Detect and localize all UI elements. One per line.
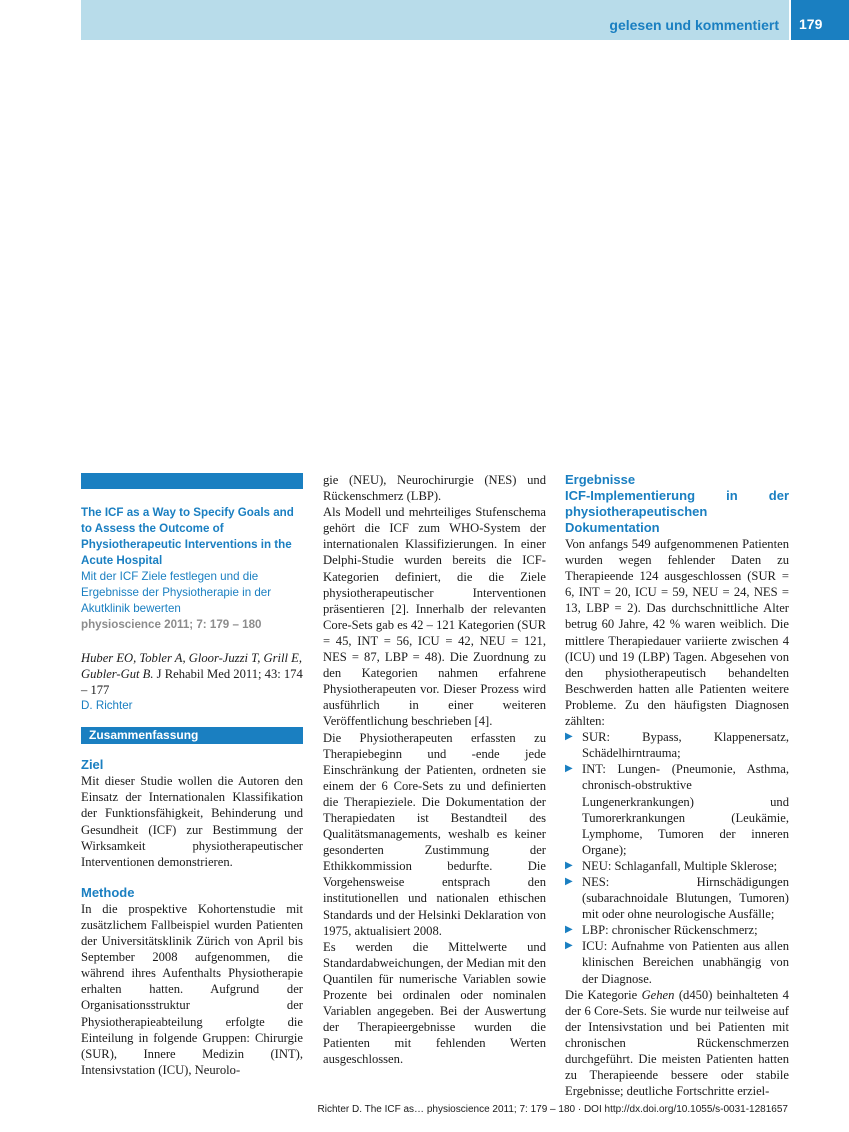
list-item: ▶ NES: Hirnschädigungen (subarachnoidale Blutungen, Tumoren) mit oder ohne neurologische Ausfälle; (565, 874, 789, 922)
list-item: ▶ LBP: chronischer Rückenschmerz; (565, 923, 758, 938)
column-left (81, 473, 303, 1078)
list-item: ▶ NEU: Schlaganfall, Multiple Sklerose; (565, 858, 778, 873)
methode-text: In die prospektive Kohortenstudie mit zusätzlichem Fallbeispiel wurden Patienten der Universitätsklinik Zürich von April bis September 2008 aufgenommen, die während ihres Aufenthalts Physiotherapie erhalten hatten. Aufgrund der Organisationsstruktur der Physiotherapieabteilung erfolgte die Einteilung in folgende Gruppen: Chirurgie (SUR), Innere Medizin (INT), Intensivstation (ICU), Neurolo- (81, 901, 303, 1077)
ziel-heading: Ziel (81, 757, 104, 773)
column-right (565, 472, 789, 1099)
reference-title: The ICF as a Way to Specify Goals and to Assess the Outcome of Physiotherapeutic Interventions in the Acute Hospital (81, 506, 294, 567)
reference-journal: physioscience 2011; 7: 179 – 180 (81, 618, 262, 631)
bullet-triangle-icon: ▶ (565, 731, 573, 743)
paragraph: Die Physiotherapeuten erfassten zu Therapiebeginn und -ende jede Einschränkung der Patienten, ordneten sie einem der 6 Core-Sets zu und definierten die Therapieziele. Die Dokumentation der Therapiedaten ist Bestandteil des Qualitätsmanagements, weshalb es keiner gesonderten Zustimmung der Ethikkommission bedurfte. Die Vorgehensweise entsprach den institutionellen und nationalen ethischen Standards und der Helsinki Deklaration von 1975, aktualisiert 2008. (323, 730, 546, 938)
ergebnisse-subheading: ICF-Implementierung in der physiotherapeutischen Dokumentation (565, 488, 789, 535)
bullet-triangle-icon: ▶ (565, 940, 573, 952)
reference-subtitle: Mit der ICF Ziele festlegen und die Ergebnisse der Physiotherapie in der Akutklinik bewerten (81, 570, 272, 615)
header-bar (81, 0, 789, 40)
page-number: 179 (799, 16, 823, 32)
summary-label: Zusammenfassung (81, 727, 303, 744)
footer-citation: Richter D. The ICF as… physioscience 2011; 7: 179 – 180 · DOI http://dx.doi.org/10.1055/s-0031-1281657 (317, 1104, 788, 1115)
reference-authors-block (81, 650, 303, 698)
diagnosis-list (565, 729, 789, 987)
bullet-triangle-icon: ▶ (565, 859, 573, 871)
list-item: ▶ SUR: Bypass, Klappenersatz, Schädelhirntrauma; (565, 730, 789, 761)
bullet-triangle-icon: ▶ (565, 875, 573, 887)
methode-heading: Methode (81, 884, 135, 900)
bullet-triangle-icon: ▶ (565, 924, 573, 936)
reference-top-bar (81, 473, 303, 489)
list-item: ▶ ICU: Aufnahme von Patienten aus allen klinischen Bereichen unabhängig von der Diagnose. (565, 939, 789, 986)
paragraph: Als Modell und mehrteiliges Stufenschema gehört die ICF zum WHO-System der internationalen Klassifizierungen. In einer Delphi-Studie wurden bereits die ICF-Kategorien definiert, die die Ziele physiotherapeutischer Interventionen präsentieren [2]. Innerhalb der relevanten Core-Sets gab es 42 – 121 Kategorien (SUR = 45, INT = 56, ICU = 42, NEU = 121, NES = 87, LBP = 48). Die Zuordnung zu den Kategorien nahmen erfahrene Physiotherapeuten vor. Dieser Prozess wird ausführlich in einer weiteren Veröffentlichung beschrieben [4]. (323, 505, 546, 729)
ergebnisse-heading: Ergebnisse (565, 472, 636, 487)
ziel-text: Mit dieser Studie wollen die Autoren den Einsatz der Internationalen Klassifikation der Funktionsfähigkeit, Behinderung und Gesundheit (ICF) zur Bestimmung der Wirksamkeit physiotherapeutischer Interventionen demonstrieren. (81, 774, 303, 869)
paragraph: Es werden die Mittelwerte und Standardabweichungen, der Median mit den Quantilen für numerische Variablen sowie Prozente bei ordinalen oder nominalen Variablen angegeben. Bei der Auswertung der Therapieergebnisse wurden die Patienten mit fehlenden Werten ausgeschlossen. (323, 939, 546, 1067)
page-number-box (791, 0, 849, 40)
reference-citation: J Rehabil Med 2011; 43: 174 – 177 (81, 667, 303, 698)
paragraph: Von anfangs 549 aufgenommenen Patienten wurden wegen fehlender Daten zu Therapieende 124 ausgeschlossen (SUR = 6, INT = 20, ICU = 59, NEU = 24, NES = 13, LBP = 2). Das durchschnittliche Alter betrug 60 Jahre, 42 % waren weiblich. Die mittlere Therapiedauer variierte zwischen 4 (ICU) und 19 (LBP) Tagen. Abgesehen von den physiotherapeutisch behandelten Beschwerden hatten alle Patienten weitere Probleme. Zu den häufigsten Diagnosen zählten: (565, 537, 789, 729)
reference-authors: Huber EO, Tobler A, Gloor-Juzzi T, Grill E, Gubler-Gut B. (81, 651, 302, 682)
paragraph: gie (NEU), Neurochirurgie (NES) und Rückenschmerz (LBP). (323, 473, 546, 504)
commentator-name: D. Richter (81, 699, 133, 713)
section-title: gelesen und kommentiert (609, 17, 779, 33)
column-middle (323, 472, 546, 1067)
list-item: ▶ INT: Lungen- (Pneumonie, Asthma, chronisch-obstruktive Lungenerkrankungen) und Tumorerkrankungen (Leukämie, Lymphome, Tumoren der inneren Organe); (565, 762, 789, 857)
bullet-triangle-icon: ▶ (565, 763, 573, 775)
paragraph: Die Kategorie Gehen (d450) beinhalteten 4 der 6 Core-Sets. Sie wurde nur teilweise auf der Intensivstation und bei Patienten mit chronischen Rückenschmerzen durchgeführt. Die meisten Patienten hatten zu Therapieende bessere oder stabile Ergebnisse; deutliche Fortschritte erziel- (565, 987, 789, 1099)
